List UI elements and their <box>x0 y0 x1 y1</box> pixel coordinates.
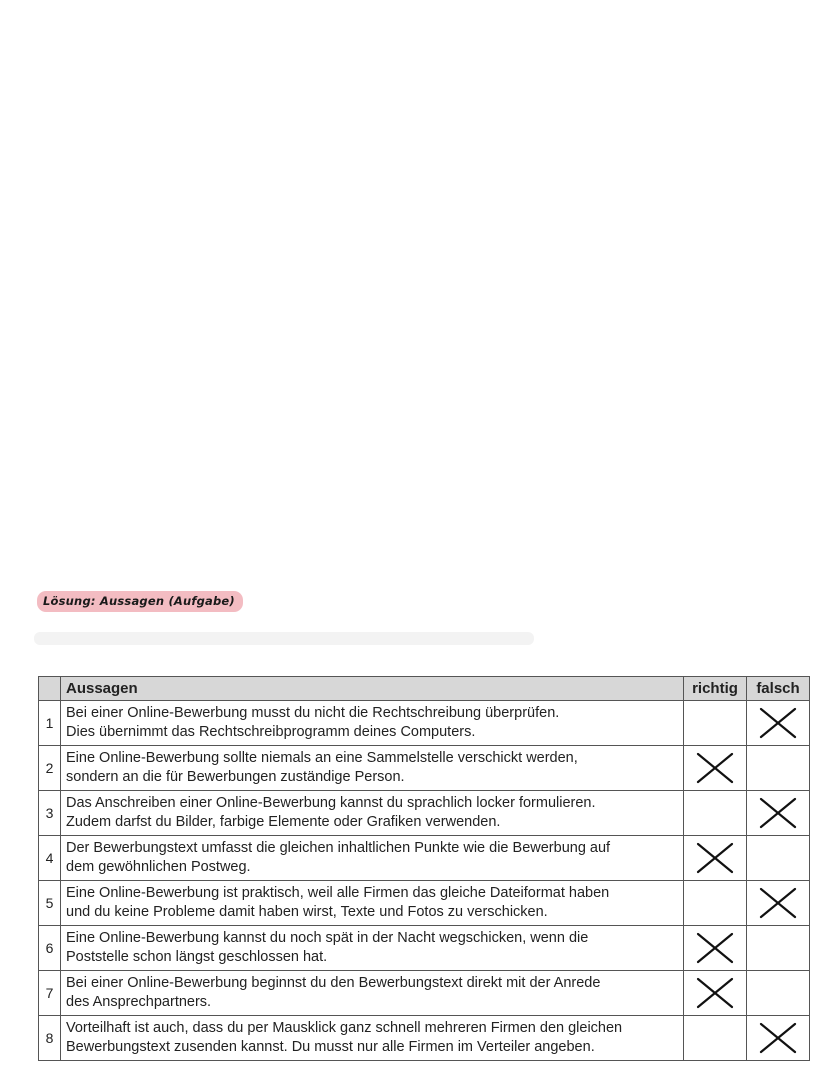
statement-line-2: Bewerbungstext zusenden kannst. Du musst nur alle Firmen im Verteiler angeben. <box>66 1039 595 1055</box>
true-cell <box>684 971 747 1016</box>
blurred-instruction-line <box>34 632 534 645</box>
cross-mark-icon <box>759 887 797 919</box>
cross-mark-icon <box>759 797 797 829</box>
statement-line-2: und du keine Probleme damit haben wirst, Texte und Fotos zu verschicken. <box>66 904 548 920</box>
cross-mark-icon <box>759 1022 797 1054</box>
statements-table <box>38 676 810 1061</box>
table-row <box>39 791 810 836</box>
cross-mark-icon <box>696 752 734 784</box>
false-cell <box>747 1016 810 1061</box>
table-row <box>39 1016 810 1061</box>
true-cell <box>684 836 747 881</box>
statement-line-1: Eine Online-Bewerbung sollte niemals an eine Sammelstelle verschickt werden, <box>66 750 578 766</box>
statement-line-2: sondern an die für Bewerbungen zuständige Person. <box>66 769 405 785</box>
row-number: 5 <box>39 881 61 926</box>
statement-line-2: Poststelle schon längst geschlossen hat. <box>66 949 328 965</box>
row-number: 3 <box>39 791 61 836</box>
header-statements: Aussagen <box>61 677 684 701</box>
table-row <box>39 971 810 1016</box>
statement-line-2: dem gewöhnlichen Postweg. <box>66 859 251 875</box>
statement-line-1: Eine Online-Bewerbung ist praktisch, weil alle Firmen das gleiche Dateiformat haben <box>66 885 610 901</box>
true-cell <box>684 701 747 746</box>
cross-mark-icon <box>696 842 734 874</box>
statement-text <box>61 881 684 926</box>
row-number: 7 <box>39 971 61 1016</box>
row-number: 4 <box>39 836 61 881</box>
true-cell <box>684 746 747 791</box>
cross-mark-icon <box>696 977 734 1009</box>
false-cell <box>747 791 810 836</box>
table-row <box>39 881 810 926</box>
statement-line-1: Bei einer Online-Bewerbung musst du nicht die Rechtschreibung überprüfen. <box>66 705 560 721</box>
solution-heading: Lösung: Aussagen (Aufgabe) <box>37 591 243 612</box>
false-cell <box>747 881 810 926</box>
table-row <box>39 836 810 881</box>
statement-line-1: Bei einer Online-Bewerbung beginnst du den Bewerbungstext direkt mit der Anrede <box>66 975 601 991</box>
true-cell <box>684 881 747 926</box>
statement-text <box>61 926 684 971</box>
true-cell <box>684 791 747 836</box>
true-cell <box>684 926 747 971</box>
statement-text <box>61 791 684 836</box>
header-true: richtig <box>684 677 747 701</box>
statement-line-2: des Ansprechpartners. <box>66 994 212 1010</box>
statement-line-1: Das Anschreiben einer Online-Bewerbung kannst du sprachlich locker formulieren. <box>66 795 596 811</box>
statement-line-1: Eine Online-Bewerbung kannst du noch spät in der Nacht wegschicken, wenn die <box>66 930 589 946</box>
table-row <box>39 926 810 971</box>
header-number <box>39 677 61 701</box>
statement-line-1: Der Bewerbungstext umfasst die gleichen inhaltlichen Punkte wie die Bewerbung auf <box>66 840 611 856</box>
table-row <box>39 701 810 746</box>
true-cell <box>684 1016 747 1061</box>
statement-line-2: Dies übernimmt das Rechtschreibprogramm deines Computers. <box>66 724 476 740</box>
statement-text <box>61 746 684 791</box>
statement-text <box>61 1016 684 1061</box>
statement-text <box>61 971 684 1016</box>
cross-mark-icon <box>759 707 797 739</box>
false-cell <box>747 836 810 881</box>
table-header-row <box>39 677 810 701</box>
statement-line-1: Vorteilhaft ist auch, dass du per Mausklick ganz schnell mehreren Firmen den gleichen <box>66 1020 623 1036</box>
false-cell <box>747 971 810 1016</box>
row-number: 1 <box>39 701 61 746</box>
statement-text <box>61 701 684 746</box>
cross-mark-icon <box>696 932 734 964</box>
table-row <box>39 746 810 791</box>
false-cell <box>747 701 810 746</box>
row-number: 6 <box>39 926 61 971</box>
statement-line-2: Zudem darfst du Bilder, farbige Elemente oder Grafiken verwenden. <box>66 814 501 830</box>
statement-text <box>61 836 684 881</box>
header-false: falsch <box>747 677 810 701</box>
row-number: 2 <box>39 746 61 791</box>
false-cell <box>747 746 810 791</box>
row-number: 8 <box>39 1016 61 1061</box>
false-cell <box>747 926 810 971</box>
